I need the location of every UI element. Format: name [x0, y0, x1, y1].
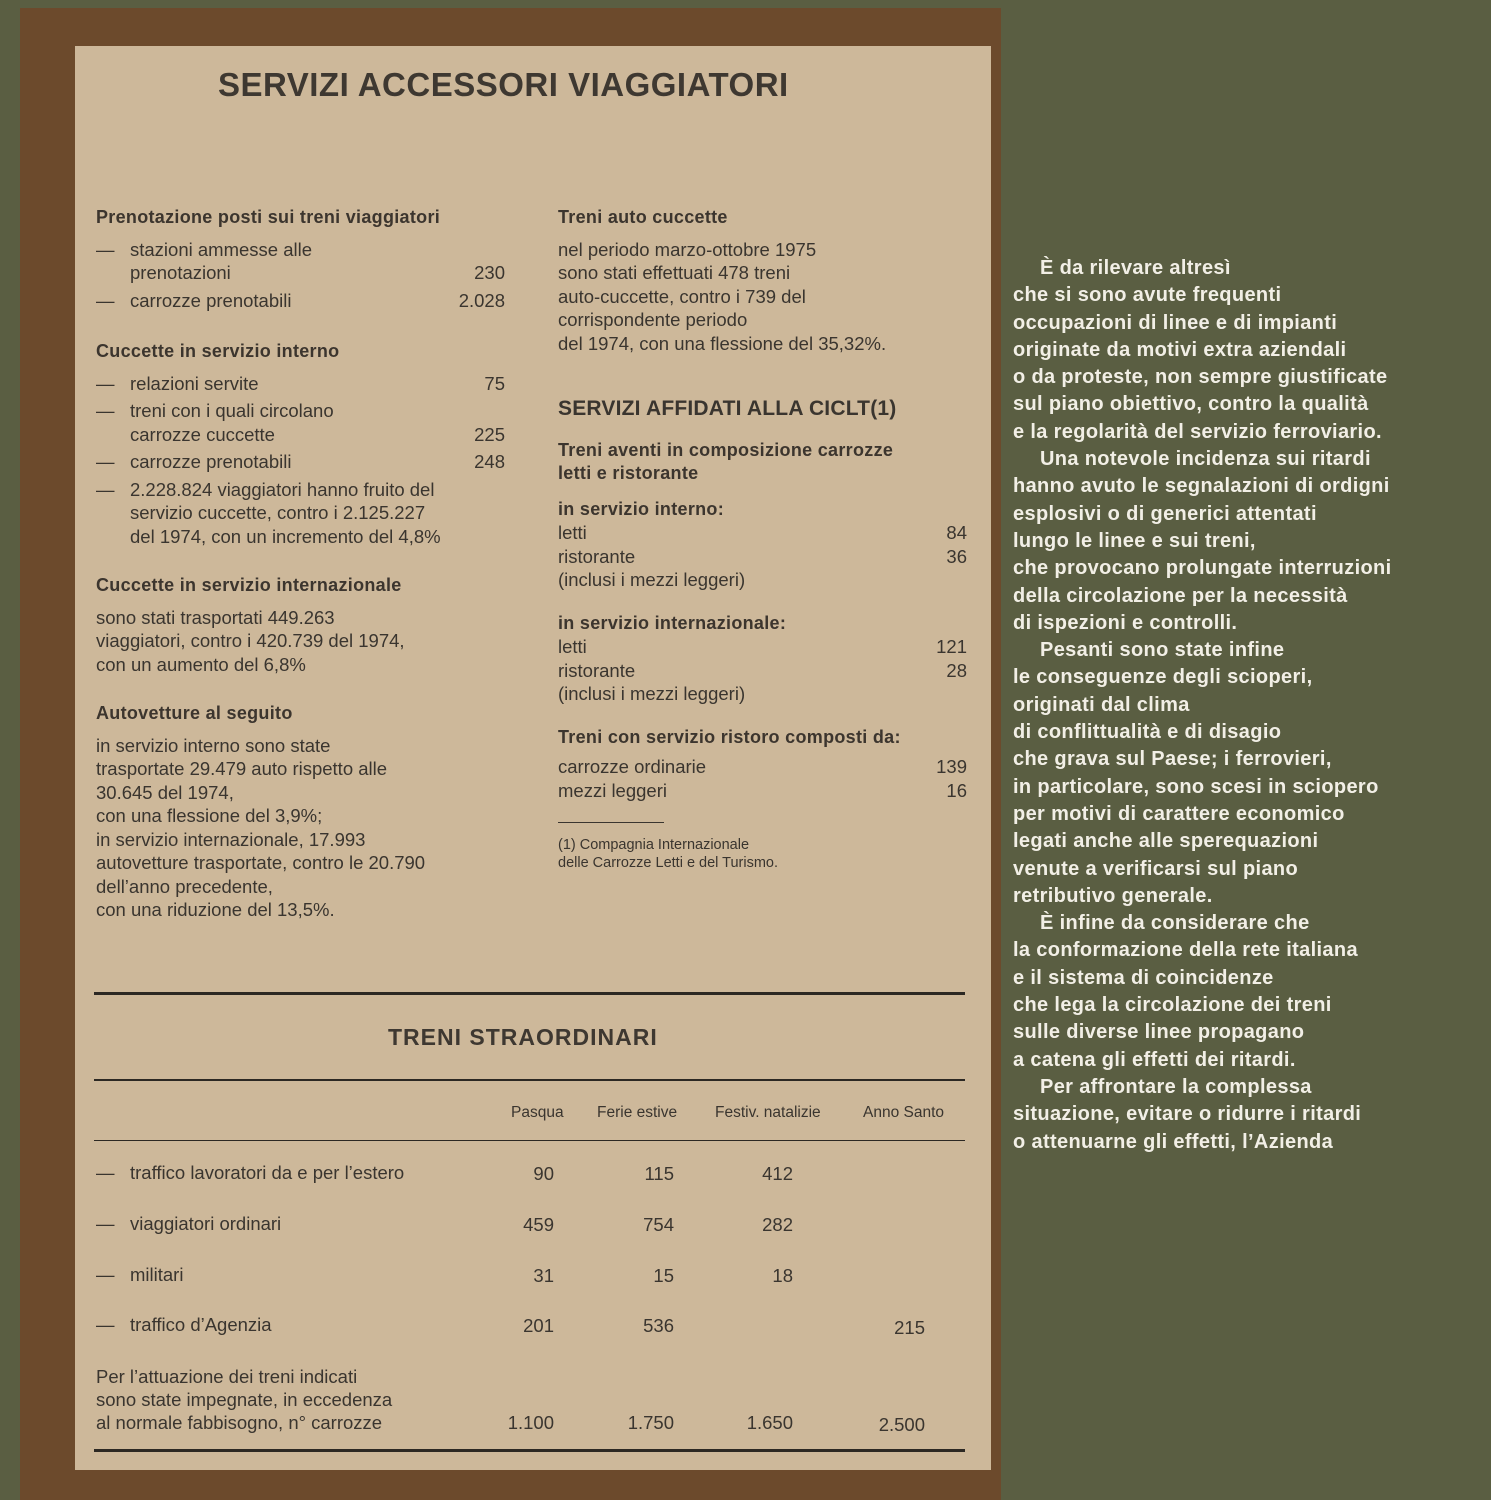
- section-autovetture: [96, 702, 505, 922]
- row-label: — viaggiatori ordinari: [96, 1213, 282, 1234]
- text-line: Una notevole incidenza sui ritardi: [1040, 448, 1371, 471]
- section-heading: in servizio interno:: [558, 498, 725, 519]
- cell: 536: [643, 1315, 674, 1336]
- item-text: servizio cuccette, contro i 2.125.227: [130, 502, 426, 523]
- list-item: [558, 755, 967, 779]
- cell: 754: [643, 1214, 674, 1235]
- row-label-text: viaggiatori ordinari: [130, 1213, 282, 1234]
- item-text: 2.228.824 viaggiatori hanno fruito del: [130, 478, 435, 500]
- paragraph-line: sono stati trasportati 449.263: [96, 606, 335, 628]
- item-label: mezzi leggeri: [558, 779, 667, 801]
- text-line: Pesanti sono state infine: [1040, 639, 1285, 662]
- section-cuccette-internazionale: [96, 574, 505, 676]
- section-heading: Cuccette in servizio interno: [96, 341, 340, 361]
- ciclt-title: SERVIZI AFFIDATI ALLA CICLT(1): [558, 397, 897, 420]
- item-value: 248: [474, 451, 505, 472]
- text-line: retributivo generale.: [1013, 884, 1213, 907]
- list-item: — treni con i quali circolano carrozze cuccette 225: [96, 400, 505, 445]
- text-line: originati dal clima: [1013, 693, 1190, 716]
- list-item: [558, 779, 967, 803]
- item-label: ristorante: [558, 659, 636, 681]
- item-label: carrozze prenotabili: [130, 289, 292, 311]
- total-label-line: sono state impegnate, in eccedenza: [96, 1389, 393, 1410]
- paragraph-line: dell’anno precedente,: [96, 875, 273, 897]
- list-item: [558, 521, 967, 545]
- item-note: (inclusi i mezzi leggeri): [558, 569, 746, 590]
- section-heading: in servizio internazionale:: [558, 612, 787, 633]
- paragraph-line: con una riduzione del 13,5%.: [96, 899, 335, 920]
- text-line: venute a verificarsi sul piano: [1013, 857, 1299, 880]
- item-value: 121: [936, 636, 967, 657]
- item-value: 230: [474, 262, 505, 283]
- footnote: [558, 837, 967, 872]
- section-heading: Prenotazione posti sui treni viaggiatori: [96, 207, 441, 227]
- list-item: [558, 545, 967, 569]
- footnote-divider: [558, 822, 664, 823]
- text-line: legati anche alle sperequazioni: [1013, 830, 1319, 853]
- text-line: che si sono avute frequenti: [1013, 284, 1282, 307]
- cell: 412: [762, 1163, 793, 1184]
- paragraph-line: nel periodo marzo-ottobre 1975: [558, 238, 817, 260]
- text-line: Per affrontare la complessa: [1040, 1075, 1312, 1098]
- text-line: sulle diverse linee propagano: [1013, 1021, 1305, 1044]
- total-label-line: al normale fabbisogno, n° carrozze: [96, 1412, 383, 1433]
- paragraph-line: con un aumento del 6,8%: [96, 653, 306, 675]
- item-text: del 1974, con un incremento del 4,8%: [130, 525, 441, 547]
- text-line: in particolare, sono scesi in sciopero: [1013, 775, 1379, 798]
- cell: 18: [772, 1265, 793, 1286]
- heading-line: letti e ristorante: [558, 463, 699, 483]
- item-note: (inclusi i mezzi leggeri): [558, 683, 746, 704]
- footnote-line: (1) Compagnia Internazionale: [558, 837, 750, 853]
- text-line: di ispezioni e controlli.: [1013, 611, 1238, 634]
- text-line: per motivi di carattere economico: [1013, 802, 1345, 825]
- cell: 1.750: [627, 1412, 674, 1433]
- heading-line: Treni aventi in composizione carrozze: [558, 439, 894, 460]
- row-label-text: militari: [130, 1264, 184, 1285]
- list-item: — carrozze prenotabili 2.028: [96, 289, 505, 311]
- text-line: a catena gli effetti dei ritardi.: [1013, 1048, 1296, 1071]
- section-treni-auto: [558, 206, 967, 355]
- text-line: hanno avuto le segnalazioni di ordigni: [1013, 475, 1390, 498]
- item-label: prenotazioni: [130, 262, 231, 283]
- text-line: sul piano obiettivo, contro la qualità: [1013, 393, 1369, 416]
- paragraph-line: con una flessione del 3,9%;: [96, 805, 323, 826]
- paragraph-line: sono stati effettuati 478 treni: [558, 262, 791, 283]
- list-item: — stazioni ammesse alle prenotazioni 230: [96, 238, 505, 283]
- paragraph-line: auto-cuccette, contro i 739 del: [558, 285, 806, 307]
- total-label: [96, 1365, 392, 1434]
- row-label: — militari: [96, 1264, 184, 1285]
- row-label-text: traffico lavoratori da e per l’estero: [130, 1162, 405, 1183]
- section-heading: Cuccette in servizio internazionale: [96, 575, 402, 595]
- paragraph-line: in servizio interno sono state: [96, 734, 331, 756]
- table-title: TRENI STRAORDINARI: [388, 1024, 658, 1050]
- text-line: e il sistema di coincidenze: [1013, 966, 1274, 989]
- item-value: 75: [484, 372, 505, 394]
- left-column: [96, 206, 505, 940]
- text-line: che grava sul Paese; i ferrovieri,: [1013, 748, 1332, 771]
- item-value: 139: [936, 756, 967, 777]
- section-prenotazione: [96, 206, 505, 312]
- text-line: lungo le linee e sui treni,: [1013, 529, 1256, 552]
- brown-frame: [20, 8, 1001, 1500]
- column-header: Festiv. natalizie: [715, 1104, 821, 1121]
- text-line: originate da motivi extra aziendali: [1013, 338, 1347, 361]
- item-label: treni con i quali circolano: [130, 400, 334, 421]
- paragraph-line: in servizio internazionale, 17.993: [96, 828, 366, 850]
- divider: [94, 992, 965, 995]
- paragraph-line: trasportate 29.479 auto rispetto alle: [96, 758, 388, 779]
- item-label: letti: [558, 522, 587, 543]
- item-label: ristorante: [558, 545, 636, 567]
- item-value: 28: [946, 659, 967, 681]
- section-cuccette-interno: [96, 340, 505, 548]
- row-label: — traffico lavoratori da e per l’estero: [96, 1162, 405, 1183]
- list-item: — relazioni servite 75: [96, 372, 505, 394]
- text-line: esplosivi o di generici attentati: [1013, 502, 1317, 525]
- item-value: 84: [946, 522, 967, 543]
- section-heading: Treni auto cuccette: [558, 207, 728, 227]
- text-line: occupazioni di linee e di impianti: [1013, 311, 1338, 334]
- item-label: letti: [558, 636, 587, 657]
- item-value: 2.028: [458, 289, 505, 311]
- item-label: stazioni ammesse alle: [130, 238, 312, 260]
- section-heading: Treni con servizio ristoro composti da:: [558, 726, 901, 747]
- list-item: — 2.228.824 viaggiatori hanno fruito del servizio cuccette, contro i 2.125.227 del 1974, con un incremento del 4,8%: [96, 478, 505, 549]
- text-line: e la regolarità del servizio ferroviario.: [1013, 420, 1382, 443]
- text-line: le conseguenze degli scioperi,: [1013, 666, 1313, 689]
- footnote-line: delle Carrozze Letti e del Turismo.: [558, 854, 779, 871]
- text-line: o da proteste, non sempre giustificate: [1013, 366, 1388, 389]
- text-line: che provocano prolungate interruzioni: [1013, 557, 1392, 580]
- paragraph-line: 30.645 del 1974,: [96, 781, 234, 803]
- paragraph-line: corrispondente periodo: [558, 309, 748, 330]
- column-header: Ferie estive: [597, 1104, 678, 1121]
- text-line: situazione, evitare o ridurre i ritardi: [1013, 1103, 1362, 1126]
- divider: [94, 1449, 965, 1452]
- text-line: che lega la circolazione dei treni: [1013, 994, 1332, 1017]
- paragraph-line: del 1974, con una flessione del 35,32%.: [558, 332, 887, 354]
- text-line: di conflittualità e di disagio: [1013, 721, 1282, 744]
- cell: 1.100: [507, 1412, 554, 1433]
- list-item: [558, 635, 967, 659]
- list-item: — carrozze prenotabili 248: [96, 451, 505, 472]
- paragraph-line: viaggiatori, contro i 420.739 del 1974,: [96, 630, 405, 651]
- divider: [94, 1079, 965, 1081]
- column-header: Anno Santo: [863, 1104, 945, 1121]
- total-label-line: Per l’attuazione dei treni indicati: [96, 1366, 358, 1387]
- list-item: [558, 659, 967, 683]
- item-value: 16: [946, 779, 967, 801]
- item-value: 36: [946, 545, 967, 567]
- column-header: Pasqua: [511, 1104, 564, 1121]
- item-label: carrozze ordinarie: [558, 756, 707, 777]
- right-column: [558, 206, 967, 872]
- item-value: 225: [474, 423, 505, 445]
- cell: 2.500: [878, 1414, 925, 1435]
- paragraph-line: autovetture trasportate, contro le 20.790: [96, 852, 426, 873]
- section-heading: Autovetture al seguito: [96, 703, 293, 723]
- cell: 201: [523, 1315, 554, 1336]
- text-line: la conformazione della rete italiana: [1013, 939, 1358, 962]
- side-text: [1013, 255, 1483, 1156]
- cell: 1.650: [746, 1412, 793, 1433]
- cell: 90: [533, 1163, 554, 1184]
- cell: 15: [653, 1265, 674, 1286]
- row-label: — traffico d’Agenzia: [96, 1314, 272, 1335]
- page-title: SERVIZI ACCESSORI VIAGGIATORI: [218, 66, 789, 103]
- info-panel: [75, 46, 991, 1470]
- item-label: carrozze prenotabili: [130, 451, 292, 472]
- divider: [94, 1140, 965, 1141]
- cell: 282: [762, 1214, 793, 1235]
- cell: 459: [523, 1214, 554, 1235]
- row-label-text: traffico d’Agenzia: [130, 1314, 272, 1335]
- ciclt-heading: [558, 439, 967, 486]
- cell: 31: [533, 1265, 554, 1286]
- text-line: o attenuarne gli effetti, l’Azienda: [1013, 1130, 1334, 1153]
- text-line: della circolazione per la necessità: [1013, 584, 1348, 607]
- item-label: carrozze cuccette: [130, 423, 275, 445]
- cell: 215: [894, 1317, 925, 1338]
- text-line: È da rilevare altresì: [1040, 257, 1231, 279]
- text-line: È infine da considerare che: [1040, 912, 1310, 935]
- item-label: relazioni servite: [130, 372, 259, 394]
- cell: 115: [644, 1163, 674, 1184]
